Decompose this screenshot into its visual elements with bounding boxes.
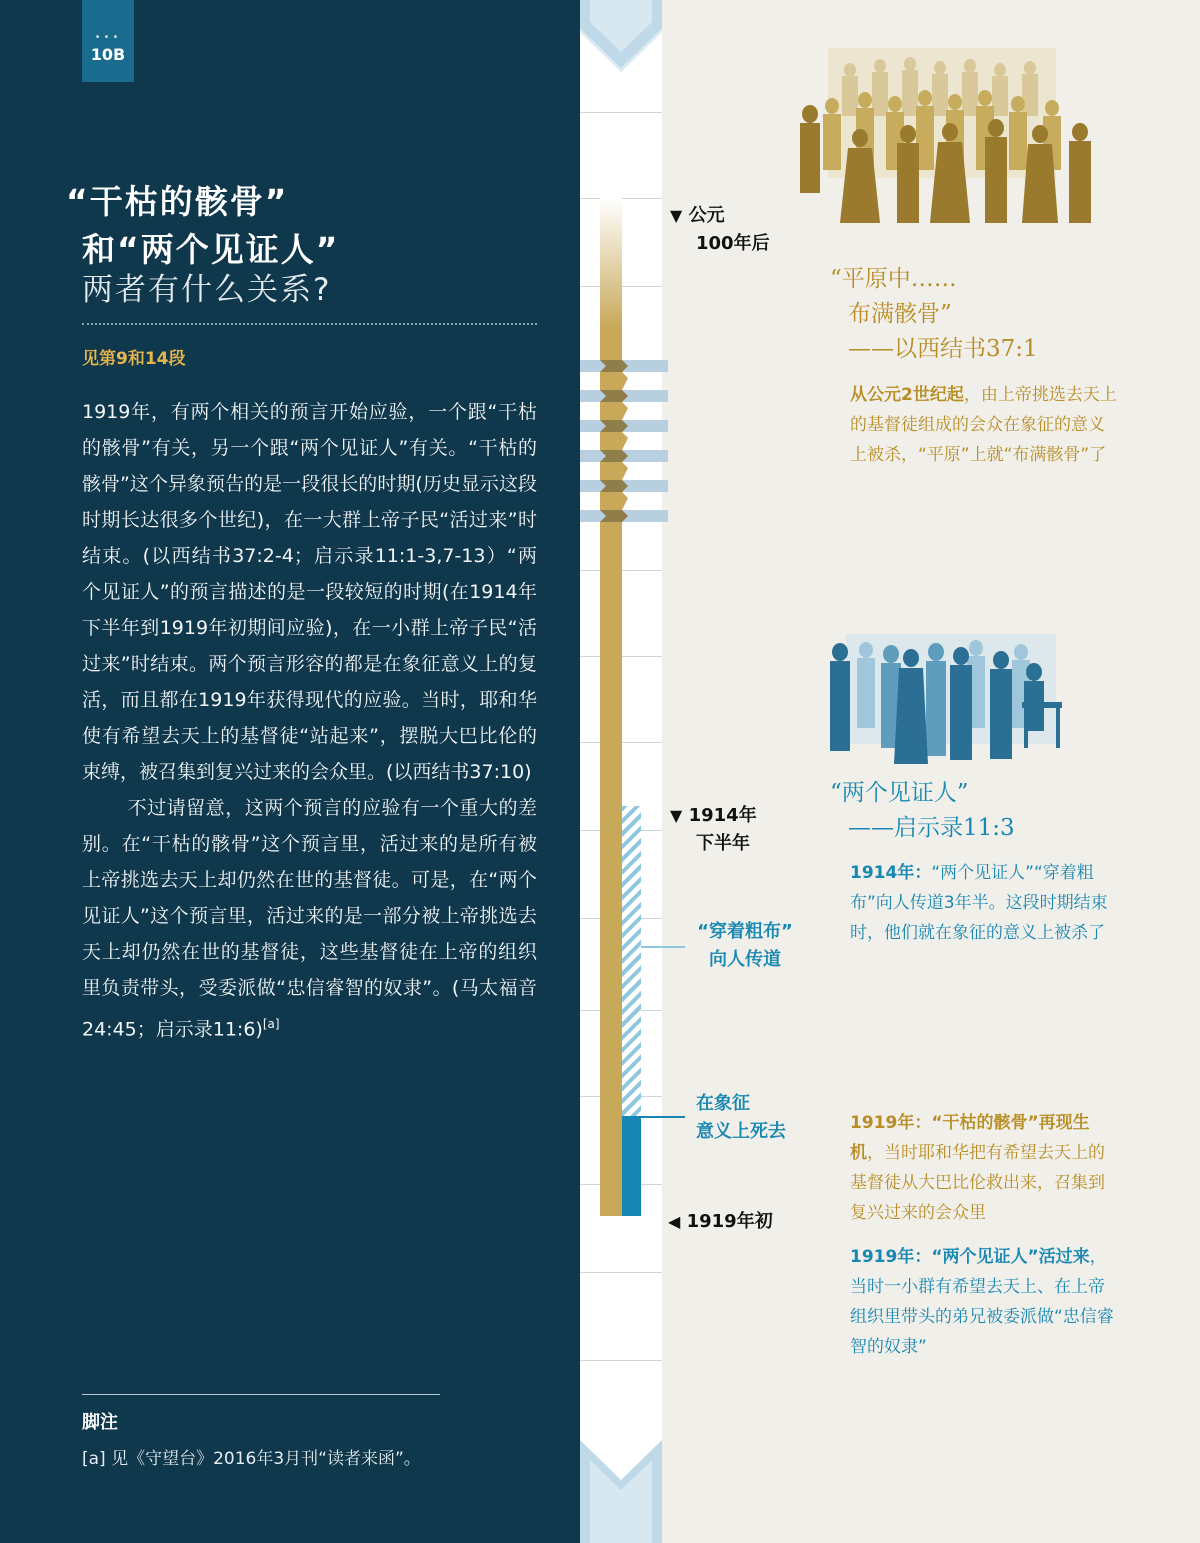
body-paragraph-2-text: 不过请留意，这两个预言的应验有一个重大的差别。在“干枯的骸骨”这个预言里，活过来的是所有被上帝挑选去天上却仍然在世的基督徒。可是，在“两个见证人”这个预言里，活过来的是一部分被上帝挑选去天上却仍然在世的基督徒，这些基督徒在上帝的组织里负责带头，受委派做“忠信睿智的奴隶”。(马太福音24:45；启示录11:6): [82, 797, 537, 1041]
footnote-reference-link[interactable]: [a]: [262, 1017, 280, 1031]
triangle-down-icon: ▼: [670, 206, 683, 225]
sackcloth-label-line1: “穿着粗布”: [697, 921, 793, 942]
strip-line: [580, 1272, 662, 1273]
witnesses-quote: [830, 776, 1015, 846]
title-line-1: “干枯的骸骨”: [66, 182, 289, 221]
marker-1914-line2: 下半年: [696, 833, 750, 854]
strip-line: [580, 1360, 662, 1361]
page-tab-dots: •••: [94, 32, 122, 43]
page-subtitle: 两者有什么关系?: [82, 272, 332, 308]
article-body: [82, 394, 537, 1047]
body-paragraph-2: [82, 790, 537, 1047]
witnesses-note-text: “两个见证人”“穿着粗布”向人传道3年半。这段时期结束时，他们就在象征的意义上被杀了: [850, 863, 1108, 943]
killed-connector: [641, 1116, 685, 1118]
killed-label-line2: 意义上死去: [696, 1121, 786, 1142]
sackcloth-period-bar: [622, 806, 641, 1116]
timeline-top-arrow: [580, 0, 662, 112]
footnote-divider: [82, 1394, 440, 1395]
note-1919-witnesses-text: ，当时一小群有希望去天上、在上帝组织里带头的弟兄被委派做“忠信睿智的奴隶”: [850, 1247, 1114, 1357]
witnesses-note-bold: 1914年：: [850, 863, 932, 883]
marker-ad-100: [670, 202, 770, 258]
note-1919-witnesses: [850, 1242, 1120, 1362]
witnesses-illustration: [826, 632, 1076, 772]
body-paragraph-1: 1919年，有两个相关的预言开始应验，一个跟“干枯的骸骨”有关，另一个跟“两个见证人”有关。“干枯的骸骨”这个异象预告的是一段很长的时期(历史显示这段时期长达很多个世纪)，在一大群上帝子民“活过来”时结束。(以西结书37:2-4；启示录11:1-3,7-13）“两个见证人”的预言描述的是一段较短的时期(在1914年下半年到1919年初期间应验)，在一小群上帝子民“活过来”时结束。两个预言形容的都是在象征意义上的复活，而且都在1919年获得现代的应验。当时，耶和华使有希望去天上的基督徒“站起来”，摆脱大巴比伦的束缚，被召集到复兴过来的会众里。(以西结书37:10): [82, 401, 537, 783]
marker-1919: [668, 1208, 773, 1236]
sackcloth-label: [690, 918, 800, 974]
strip-line: [580, 112, 662, 113]
timeline-bottom-arrow: [580, 1440, 662, 1543]
bones-quote-line2: 布满骸骨”: [848, 301, 952, 327]
note-1919-witnesses-bold: 1919年：“两个见证人”活过来: [850, 1247, 1090, 1267]
marker-1914-line1: 1914年: [688, 805, 757, 826]
triangle-down-icon: ▼: [670, 806, 683, 825]
footnote-text: [a] 见《守望台》2016年3月刊“读者来函”。: [82, 1449, 421, 1469]
marker-ad-100-line1: 公元: [688, 205, 725, 226]
bones-note: [850, 380, 1120, 470]
marker-1919-line1: 1919年初: [686, 1211, 773, 1232]
paragraph-reference: 见第9和14段: [82, 349, 186, 369]
witnesses-quote-line1: “两个见证人”: [830, 780, 969, 806]
article-panel: [0, 0, 580, 1543]
witnesses-dead-period-bar: [622, 1116, 641, 1216]
bones-quote-line1: “平原中……: [830, 266, 957, 292]
title-divider: [82, 323, 537, 325]
witnesses-note: [850, 858, 1120, 948]
sackcloth-label-line2: 向人传道: [709, 949, 781, 970]
page-number-tab: [82, 0, 134, 82]
note-1919-bones-text: ，当时耶和华把有希望去天上的基督徒从大巴比伦救出来，召集到复兴过来的会众里: [850, 1143, 1105, 1223]
note-1919-bones: [850, 1108, 1120, 1228]
note-1919-bones-bold: 1919年：“干枯的骸骨”再现生机: [850, 1113, 1090, 1163]
bones-quote: [830, 262, 1038, 367]
crowd-illustration: [790, 48, 1110, 233]
killed-label: [696, 1090, 786, 1146]
bones-note-bold: 从公元2世纪起: [850, 385, 964, 405]
footnote-heading: 脚注: [82, 1412, 118, 1433]
page-title: [66, 178, 339, 274]
sackcloth-connector: [641, 946, 685, 948]
marker-ad-100-line2: 100年后: [696, 233, 770, 254]
marker-1914: [670, 802, 757, 858]
triangle-left-icon: ◀: [668, 1212, 681, 1231]
gold-bar-fade: [600, 198, 622, 328]
page-number: 10B: [90, 45, 126, 64]
killed-label-line1: 在象征: [696, 1093, 750, 1114]
bones-note-text: ，由上帝挑选去天上的基督徒组成的会众在象征的意义上被杀，“平原”上就“布满骸骨”了: [850, 385, 1117, 465]
title-line-2: 和“两个见证人”: [82, 230, 340, 269]
timeline-zigzag-break: [580, 348, 670, 528]
bones-quote-reference: ——以西结书37:1: [848, 336, 1038, 362]
witnesses-quote-reference: ——启示录11:3: [848, 815, 1015, 841]
